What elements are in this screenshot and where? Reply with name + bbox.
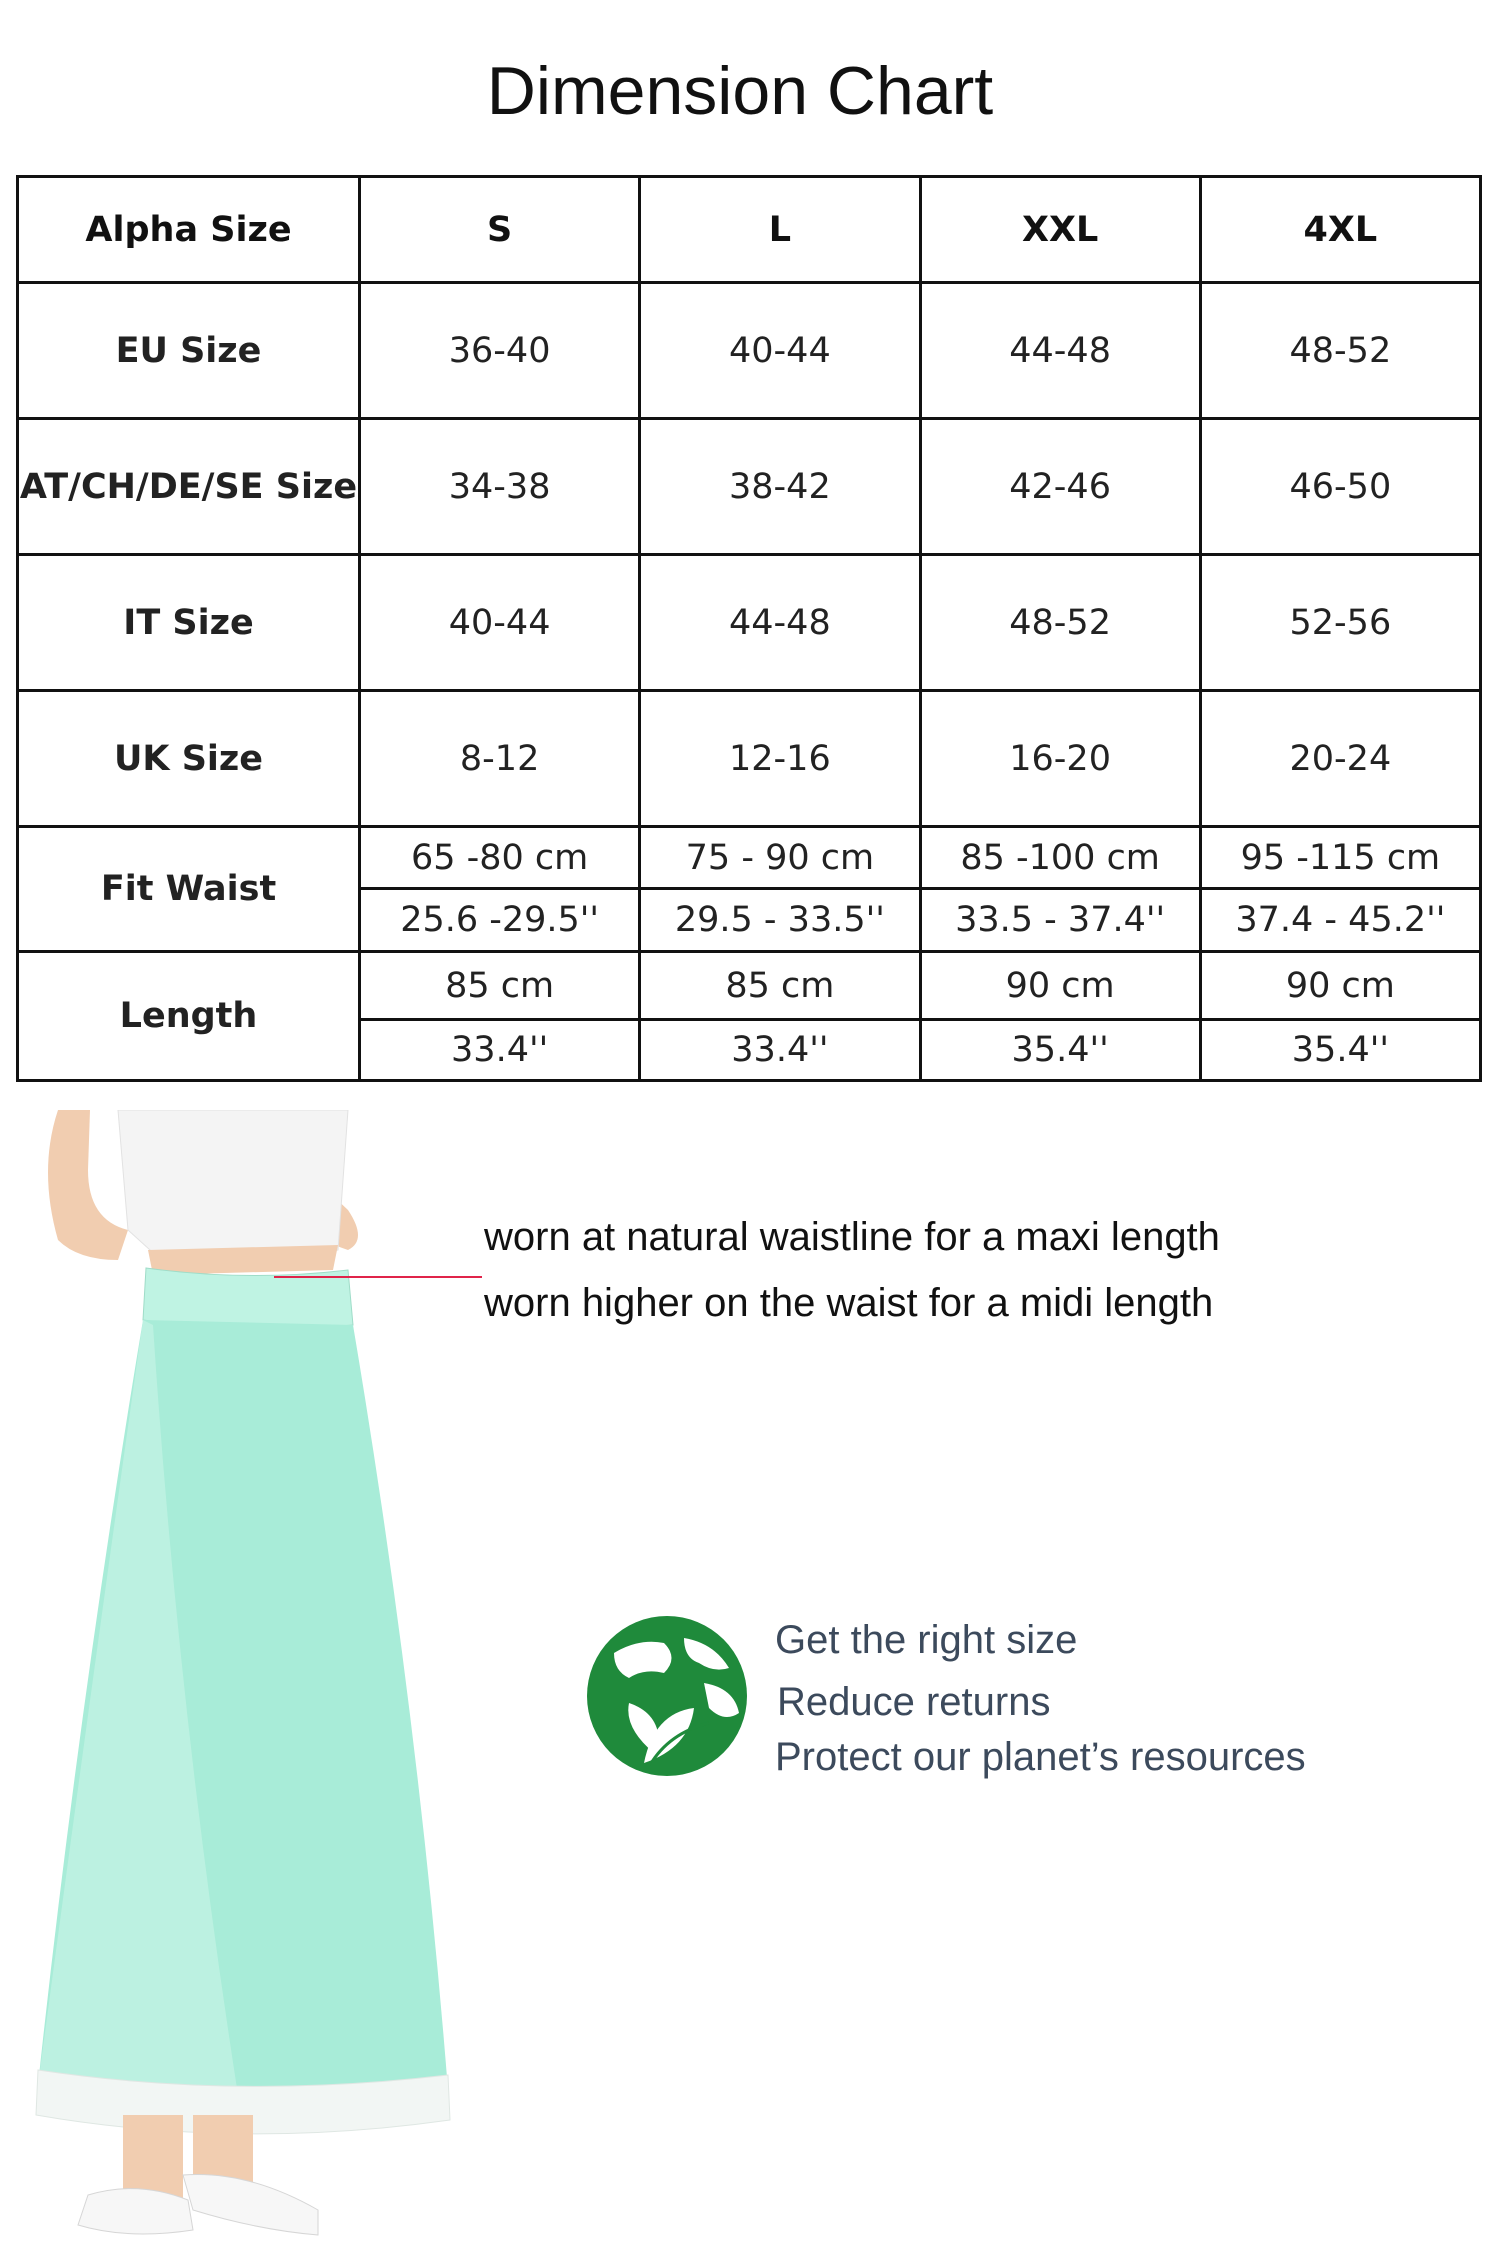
row-label: IT Size xyxy=(18,555,360,691)
maxi-length-note: worn at natural waistline for a maxi length xyxy=(484,1215,1220,1259)
table-cell: 25.6 -29.5'' xyxy=(360,889,640,952)
header-cell: L xyxy=(640,177,920,283)
table-cell: 33.4'' xyxy=(640,1020,920,1081)
table-row xyxy=(18,419,1481,555)
table-cell: 65 -80 cm xyxy=(360,827,640,889)
model-photo xyxy=(18,1110,488,2250)
table-cell: 29.5 - 33.5'' xyxy=(640,889,920,952)
table-row xyxy=(18,827,1481,889)
header-cell: 4XL xyxy=(1200,177,1480,283)
table-cell: 42-46 xyxy=(920,419,1200,555)
page-title: Dimension Chart xyxy=(486,53,994,129)
table-cell: 37.4 - 45.2'' xyxy=(1200,889,1480,952)
table-cell: 40-44 xyxy=(640,283,920,419)
header-cell: Alpha Size xyxy=(18,177,360,283)
table-cell: 75 - 90 cm xyxy=(640,827,920,889)
table-cell: 40-44 xyxy=(360,555,640,691)
benefit-reduce-returns: Reduce returns xyxy=(777,1680,1051,1724)
table-cell: 48-52 xyxy=(920,555,1200,691)
midi-length-note: worn higher on the waist for a midi length xyxy=(484,1281,1214,1325)
header-cell: XXL xyxy=(920,177,1200,283)
row-label: Length xyxy=(18,952,360,1081)
table-cell: 90 cm xyxy=(920,952,1200,1020)
table-cell: 44-48 xyxy=(640,555,920,691)
table-cell: 85 cm xyxy=(360,952,640,1020)
header-row xyxy=(18,177,1481,283)
table-cell: 90 cm xyxy=(1200,952,1480,1020)
table-row xyxy=(18,691,1481,827)
table-row xyxy=(18,555,1481,691)
row-label: Fit Waist xyxy=(18,827,360,952)
table-cell: 85 cm xyxy=(640,952,920,1020)
table-cell: 36-40 xyxy=(360,283,640,419)
table-cell: 35.4'' xyxy=(920,1020,1200,1081)
table-cell: 8-12 xyxy=(360,691,640,827)
table-cell: 95 -115 cm xyxy=(1200,827,1480,889)
table-cell: 85 -100 cm xyxy=(920,827,1200,889)
table-row xyxy=(18,283,1481,419)
table-cell: 46-50 xyxy=(1200,419,1480,555)
table-cell: 33.4'' xyxy=(360,1020,640,1081)
table-cell: 48-52 xyxy=(1200,283,1480,419)
table-row xyxy=(18,952,1481,1020)
table-cell: 16-20 xyxy=(920,691,1200,827)
table-cell: 44-48 xyxy=(920,283,1200,419)
table-cell: 38-42 xyxy=(640,419,920,555)
table-cell: 34-38 xyxy=(360,419,640,555)
benefit-protect-planet: Protect our planet’s resources xyxy=(775,1735,1306,1779)
benefit-right-size: Get the right size xyxy=(775,1618,1078,1662)
row-label: UK Size xyxy=(18,691,360,827)
table-cell: 20-24 xyxy=(1200,691,1480,827)
table-cell: 12-16 xyxy=(640,691,920,827)
waistline-pointer-line xyxy=(274,1276,482,1278)
row-label: AT/CH/DE/SE Size xyxy=(18,419,360,555)
table-cell: 35.4'' xyxy=(1200,1020,1480,1081)
row-label: EU Size xyxy=(18,283,360,419)
header-cell: S xyxy=(360,177,640,283)
size-chart-table xyxy=(16,175,1482,1082)
earth-leaf-icon xyxy=(584,1613,750,1779)
table-cell: 33.5 - 37.4'' xyxy=(920,889,1200,952)
table-cell: 52-56 xyxy=(1200,555,1480,691)
